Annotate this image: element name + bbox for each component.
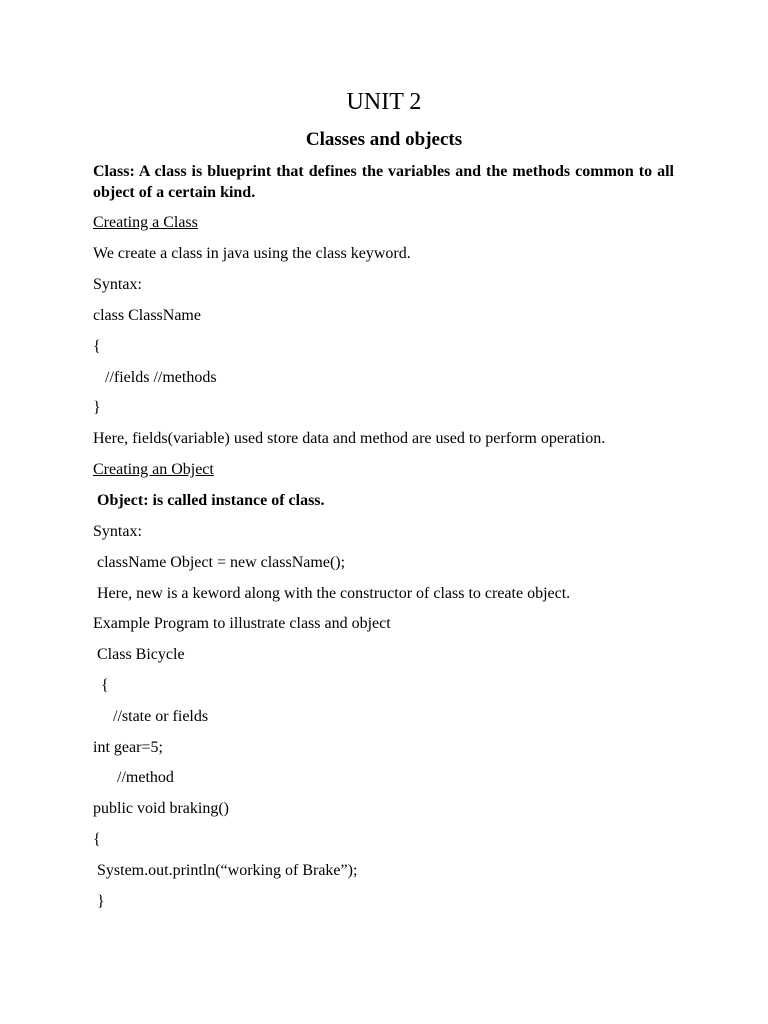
code-line: { [93, 677, 109, 694]
example-intro: Example Program to illustrate class and object [93, 615, 391, 632]
unit-title: UNIT 2 [346, 89, 422, 115]
object-syntax: className Object = new className(); [93, 554, 346, 571]
syntax-label: Syntax: [93, 523, 142, 540]
class-syntax-line: } [93, 399, 101, 416]
syntax-label: Syntax: [93, 276, 142, 293]
code-line: } [93, 893, 105, 910]
code-line: //method [93, 769, 174, 786]
new-explanation: Here, new is a keword along with the constructor of class to create object. [93, 585, 571, 602]
object-definition: Object: is called instance of class. [93, 492, 325, 509]
section-title: Classes and objects [305, 129, 463, 150]
code-line: { [93, 831, 101, 848]
code-line: int gear=5; [93, 739, 163, 756]
class-syntax-line: { [93, 338, 101, 355]
code-line: public void braking() [93, 800, 229, 817]
code-line: //state or fields [93, 708, 209, 725]
code-line: System.out.println(“working of Brake”); [93, 862, 358, 879]
class-definition: Class: A class is blueprint that defines the variables and the methods common to all object of a certain kind. [93, 163, 674, 201]
class-syntax-line: //fields //methods [93, 369, 217, 386]
code-line: Class Bicycle [93, 646, 185, 663]
class-syntax-line: class ClassName [93, 307, 201, 324]
creating-class-heading: Creating a Class [93, 214, 198, 231]
creating-object-heading: Creating an Object [93, 461, 214, 478]
creating-class-text: We create a class in java using the class keyword. [93, 245, 411, 262]
fields-explanation: Here, fields(variable) used store data and method are used to perform operation. [93, 430, 606, 447]
